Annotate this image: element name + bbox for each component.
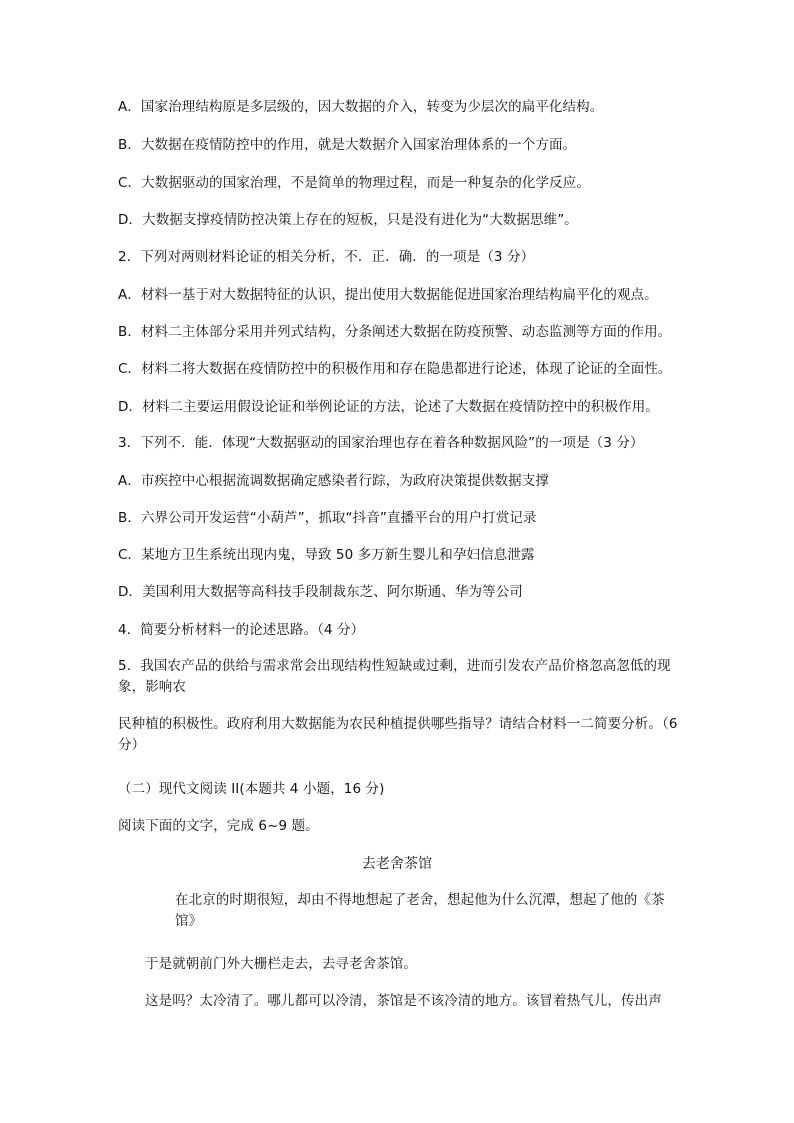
q5-part2: 民种植的积极性。政府利用大数据能为农民种植提供哪些指导？请结合材料一二简要分析。（6 分） xyxy=(118,716,678,753)
q5-part1: 5．我国农产品的供给与需求常会出现结构性短缺或过剩，进而引发农产品价格忽高忽低的现象，影响农 xyxy=(118,658,671,695)
q3-option-a: A．市疾控中心根据流调数据确定感染者行踪，为政府决策提供数据支撑 xyxy=(118,473,549,489)
q2-option-a: A．材料一基于对大数据特征的认识，提出使用大数据能促进国家治理结构扁平化的观点。 xyxy=(118,287,658,303)
q1-option-d: D．大数据支撑疫情防控决策上存在的短板，只是没有进化为“大数据思维”。 xyxy=(118,212,578,228)
q2-stem: 2．下列对两则材料论证的相关分析，不．正．确．的一项是（3 分） xyxy=(118,249,535,265)
q3-stem: 3．下列不．能．体现“大数据驱动的国家治理也存在着各种数据风险”的一项是（3 分） xyxy=(118,435,644,451)
q3-option-b: B．六界公司开发运营“小葫芦”，抓取“抖音”直播平台的用户打赏记录 xyxy=(118,510,537,526)
q1-option-a: A．国家治理结构原是多层级的，因大数据的介入，转变为少层次的扁平化结构。 xyxy=(118,99,604,115)
article-paragraph: 于是就朝前门外大栅栏走去，去寻老舍茶馆。 xyxy=(145,956,417,972)
q4-stem: 4．简要分析材料一的论述思路。（4 分） xyxy=(118,622,365,638)
section-heading: （二）现代文阅读 II(本题共 4 小题，16 分) xyxy=(118,781,385,797)
article-paragraph: 这是吗？太冷清了。哪儿都可以冷清，茶馆是不该冷清的地方。该冒着热气儿，传出声 xyxy=(145,993,662,1009)
q3-option-d: D．美国利用大数据等高科技手段制裁东芝、阿尔斯通、华为等公司 xyxy=(118,584,523,600)
q1-option-b: B．大数据在疫情防控中的作用，就是大数据介入国家治理体系的一个方面。 xyxy=(118,137,577,153)
reading-instruction: 阅读下面的文字，完成 6~9 题。 xyxy=(118,818,319,834)
q2-option-b: B．材料二主体部分采用并列式结构，分条阐述大数据在防疫预警、动态监测等方面的作用。 xyxy=(118,324,672,340)
q1-option-c: C．大数据驱动的国家治理，不是简单的物理过程，而是一种复杂的化学反应。 xyxy=(118,175,590,191)
q2-option-d: D．材料二主要运用假设论证和举例论证的方法，论述了大数据在疫情防控中的积极作用。 xyxy=(118,399,659,415)
article-title: 去老舍茶馆 xyxy=(361,856,433,872)
article-paragraph: 在北京的时期很短，却由不得地想起了老舍，想起他为什么沉潭，想起了他的《茶馆》 xyxy=(175,892,665,929)
q3-option-c: C．某地方卫生系统出现内鬼，导致 50 多万新生婴儿和孕妇信息泄露 xyxy=(118,547,535,563)
q2-option-c: C．材料二将大数据在疫情防控中的积极作用和存在隐患都进行论述，体现了论证的全面性。 xyxy=(118,361,672,377)
